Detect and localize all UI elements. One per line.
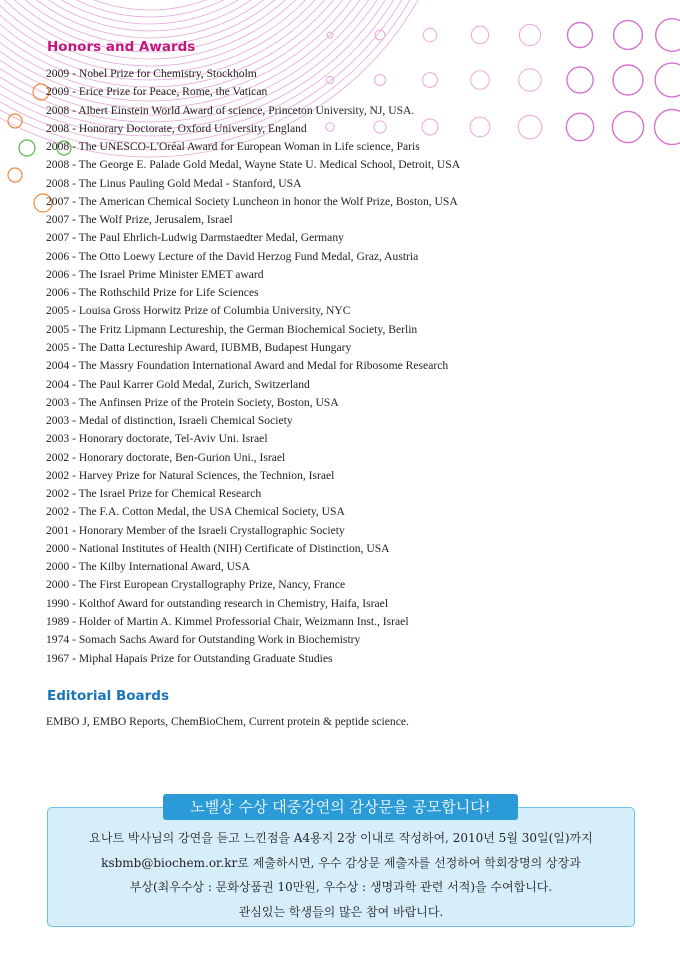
notice-line: 요나트 박사님의 강연을 듣고 느낀점을 A4용지 2장 이내로 작성하여, 2010년 5월 30일(일)까지 [89,831,593,845]
notice-line: ksbmb@biochem.or.kr로 제출하시면, 우수 감상문 제출자를 선정하여 학회장명의 상장과 [101,855,581,870]
award-item: 1974 - Somach Sachs Award for Outstanding Work in Biochemistry [46,633,361,647]
award-item: 2002 - Harvey Prize for Natural Sciences, the Technion, Israel [46,468,335,482]
award-item: 2006 - The Otto Loewy Lecture of the David Herzog Fund Medal, Graz, Austria [46,249,419,263]
award-item: 2007 - The Paul Ehrlich-Ludwig Darmstaedter Medal, Germany [46,231,344,245]
notice-line: 관심있는 학생들의 많은 참여 바랍니다. [238,904,444,919]
award-item: 1967 - Miphal Hapais Prize for Outstanding Graduate Studies [46,651,333,665]
award-item: 2002 - The F.A. Cotton Medal, the USA Chemical Society, USA [46,505,345,519]
award-item: 2008 - The George E. Palade Gold Medal, Wayne State U. Medical School, Detroit, USA [46,158,461,172]
award-item: 2008 - The Linus Pauling Gold Medal - Stanford, USA [46,176,302,190]
award-item: 2000 - The Kilby International Award, USA [46,560,250,574]
award-item: 2000 - The First European Crystallography Prize, Nancy, France [46,578,346,592]
award-item: 2008 - The UNESCO-L'Oréal Award for European Woman in Life science, Paris [46,140,420,154]
award-item: 2006 - The Israel Prime Minister EMET award [46,267,264,281]
award-item: 2006 - The Rothschild Prize for Life Sciences [46,286,259,300]
award-item: 2001 - Honorary Member of the Israeli Crystallographic Society [46,523,345,537]
notice-line: 부상(최우수상 : 문화상품권 10만원, 우수상 : 생명과학 관련 서적)을 수여합니다. [129,880,553,894]
award-item: 2002 - Honorary doctorate, Ben-Gurion Uni., Israel [46,450,286,464]
award-item: 2005 - The Fritz Lipmann Lectureship, the German Biochemical Society, Berlin [46,322,418,336]
notice-body [47,826,635,924]
awards-list [46,65,460,668]
award-item: 2009 - Erice Prize for Peace, Rome, the Vatican [46,85,268,99]
award-item: 2005 - Louisa Gross Horwitz Prize of Columbia University, NYC [46,304,351,318]
award-item: 2003 - The Anfinsen Prize of the Protein Society, Boston, USA [46,395,339,409]
award-item: 2000 - National Institutes of Health (NIH) Certificate of Distinction, USA [46,541,390,555]
editorial-title: Editorial Boards [47,688,169,704]
award-item: 2007 - The Wolf Prize, Jerusalem, Israel [46,213,233,227]
award-item: 2004 - The Massry Foundation International Award and Medal for Ribosome Research [46,359,449,373]
award-item: 2002 - The Israel Prize for Chemical Research [46,487,262,501]
award-item: 1990 - Kolthof Award for outstanding research in Chemistry, Haifa, Israel [46,596,389,610]
award-item: 2003 - Medal of distinction, Israeli Chemical Society [46,414,293,428]
award-item: 2008 - Albert Einstein World Award of science, Princeton University, NJ, USA. [46,103,415,117]
award-item: 2008 - Honorary Doctorate, Oxford University, England [46,121,307,135]
award-item: 2009 - Nobel Prize for Chemistry, Stockholm [46,67,257,80]
honors-title: Honors and Awards [47,39,196,55]
award-item: 2005 - The Datta Lectureship Award, IUBMB, Budapest Hungary [46,340,352,354]
award-item: 2003 - Honorary doctorate, Tel-Aviv Uni. Israel [46,432,268,446]
award-item: 2007 - The American Chemical Society Luncheon in honor the Wolf Prize, Boston, USA [46,194,458,208]
editorial-text: EMBO J, EMBO Reports, ChemBioChem, Current protein & peptide science. [46,715,409,728]
notice-title: 노벨상 수상 대중강연의 감상문을 공모합니다! [163,794,518,820]
award-item: 1989 - Holder of Martin A. Kimmel Professorial Chair, Weizmann Inst., Israel [46,614,409,628]
award-item: 2004 - The Paul Karrer Gold Medal, Zurich, Switzerland [46,377,310,391]
